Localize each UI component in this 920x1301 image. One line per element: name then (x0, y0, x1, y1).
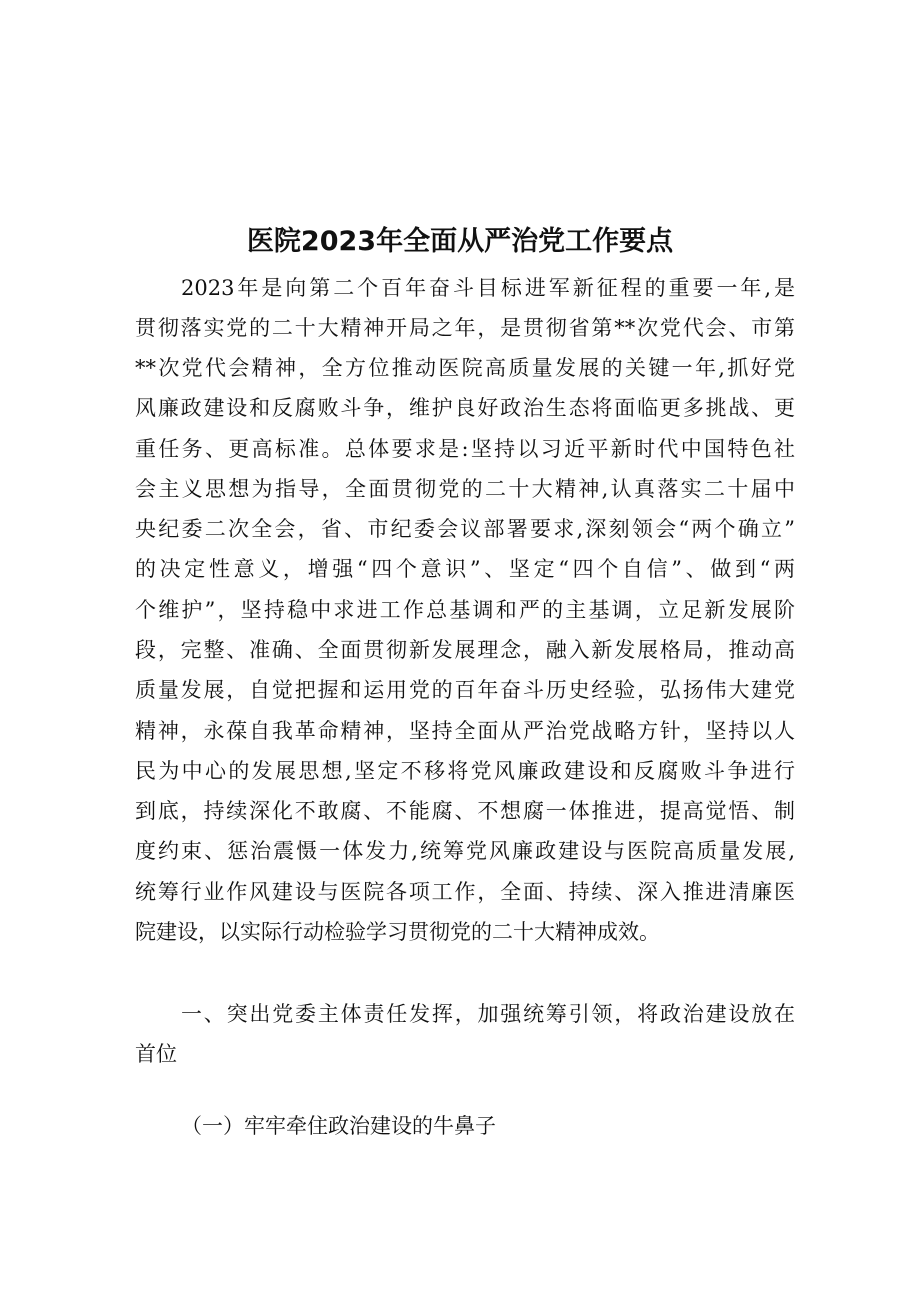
paragraph-line: 民为中心的发展思想,坚定不移将党风廉政建设和反腐败斗争进行 (135, 759, 795, 783)
paragraph-line: 精神，永葆自我革命精神，坚持全面从严治党战略方针，坚持以人 (135, 719, 795, 743)
section-heading-line: 一、突出党委主体责任发挥，加强统筹引领，将政治建设放在 (181, 1002, 795, 1026)
section-heading-line: 首位 (135, 1042, 177, 1066)
paragraph-line: **次党代会精神，全方位推动医院高质量发展的关键一年,抓好党 (135, 356, 795, 380)
paragraph-line: 的决定性意义，增强“四个意识”、坚定“四个自信”、做到“两 (135, 557, 795, 581)
paragraph-line: 院建设，以实际行动检验学习贯彻党的二十大精神成效。 (135, 920, 660, 944)
paragraph-line: 段，完整、准确、全面贯彻新发展理念，融入新发展格局，推动高 (135, 638, 795, 662)
document-title: 医院2023年全面从严治党工作要点 (246, 226, 674, 257)
paragraph-line: 2023年是向第二个百年奋斗目标进军新征程的重要一年,是 (181, 276, 795, 300)
paragraph-line: 质量发展，自觉把握和运用党的百年奋斗历史经验，弘扬伟大建党 (135, 678, 795, 702)
paragraph-line: 会主义思想为指导，全面贯彻党的二十大精神,认真落实二十届中 (135, 477, 795, 501)
paragraph-line: 度约束、惩治震慑一体发力,统筹党风廉政建设与医院高质量发展, (135, 839, 795, 863)
paragraph-line: 央纪委二次全会，省、市纪委会议部署要求,深刻领会“两个确立” (135, 517, 795, 541)
paragraph-line: 统筹行业作风建设与医院各项工作，全面、持续、深入推进清廉医 (135, 880, 795, 904)
paragraph-line: 贯彻落实党的二十大精神开局之年，是贯彻省第**次党代会、市第 (135, 316, 795, 340)
subsection-heading-1: （一）牢牢牵住政治建设的牛鼻子 (181, 1114, 496, 1138)
paragraph-line: 重任务、更高标准。总体要求是:坚持以习近平新时代中国特色社 (135, 437, 795, 461)
paragraph-line: 个维护”，坚持稳中求进工作总基调和严的主基调，立足新发展阶 (135, 598, 795, 622)
paragraph-line: 风廉政建设和反腐败斗争，维护良好政治生态将面临更多挑战、更 (135, 396, 795, 420)
paragraph-line: 到底，持续深化不敢腐、不能腐、不想腐一体推进，提高觉悟、制 (135, 799, 795, 823)
